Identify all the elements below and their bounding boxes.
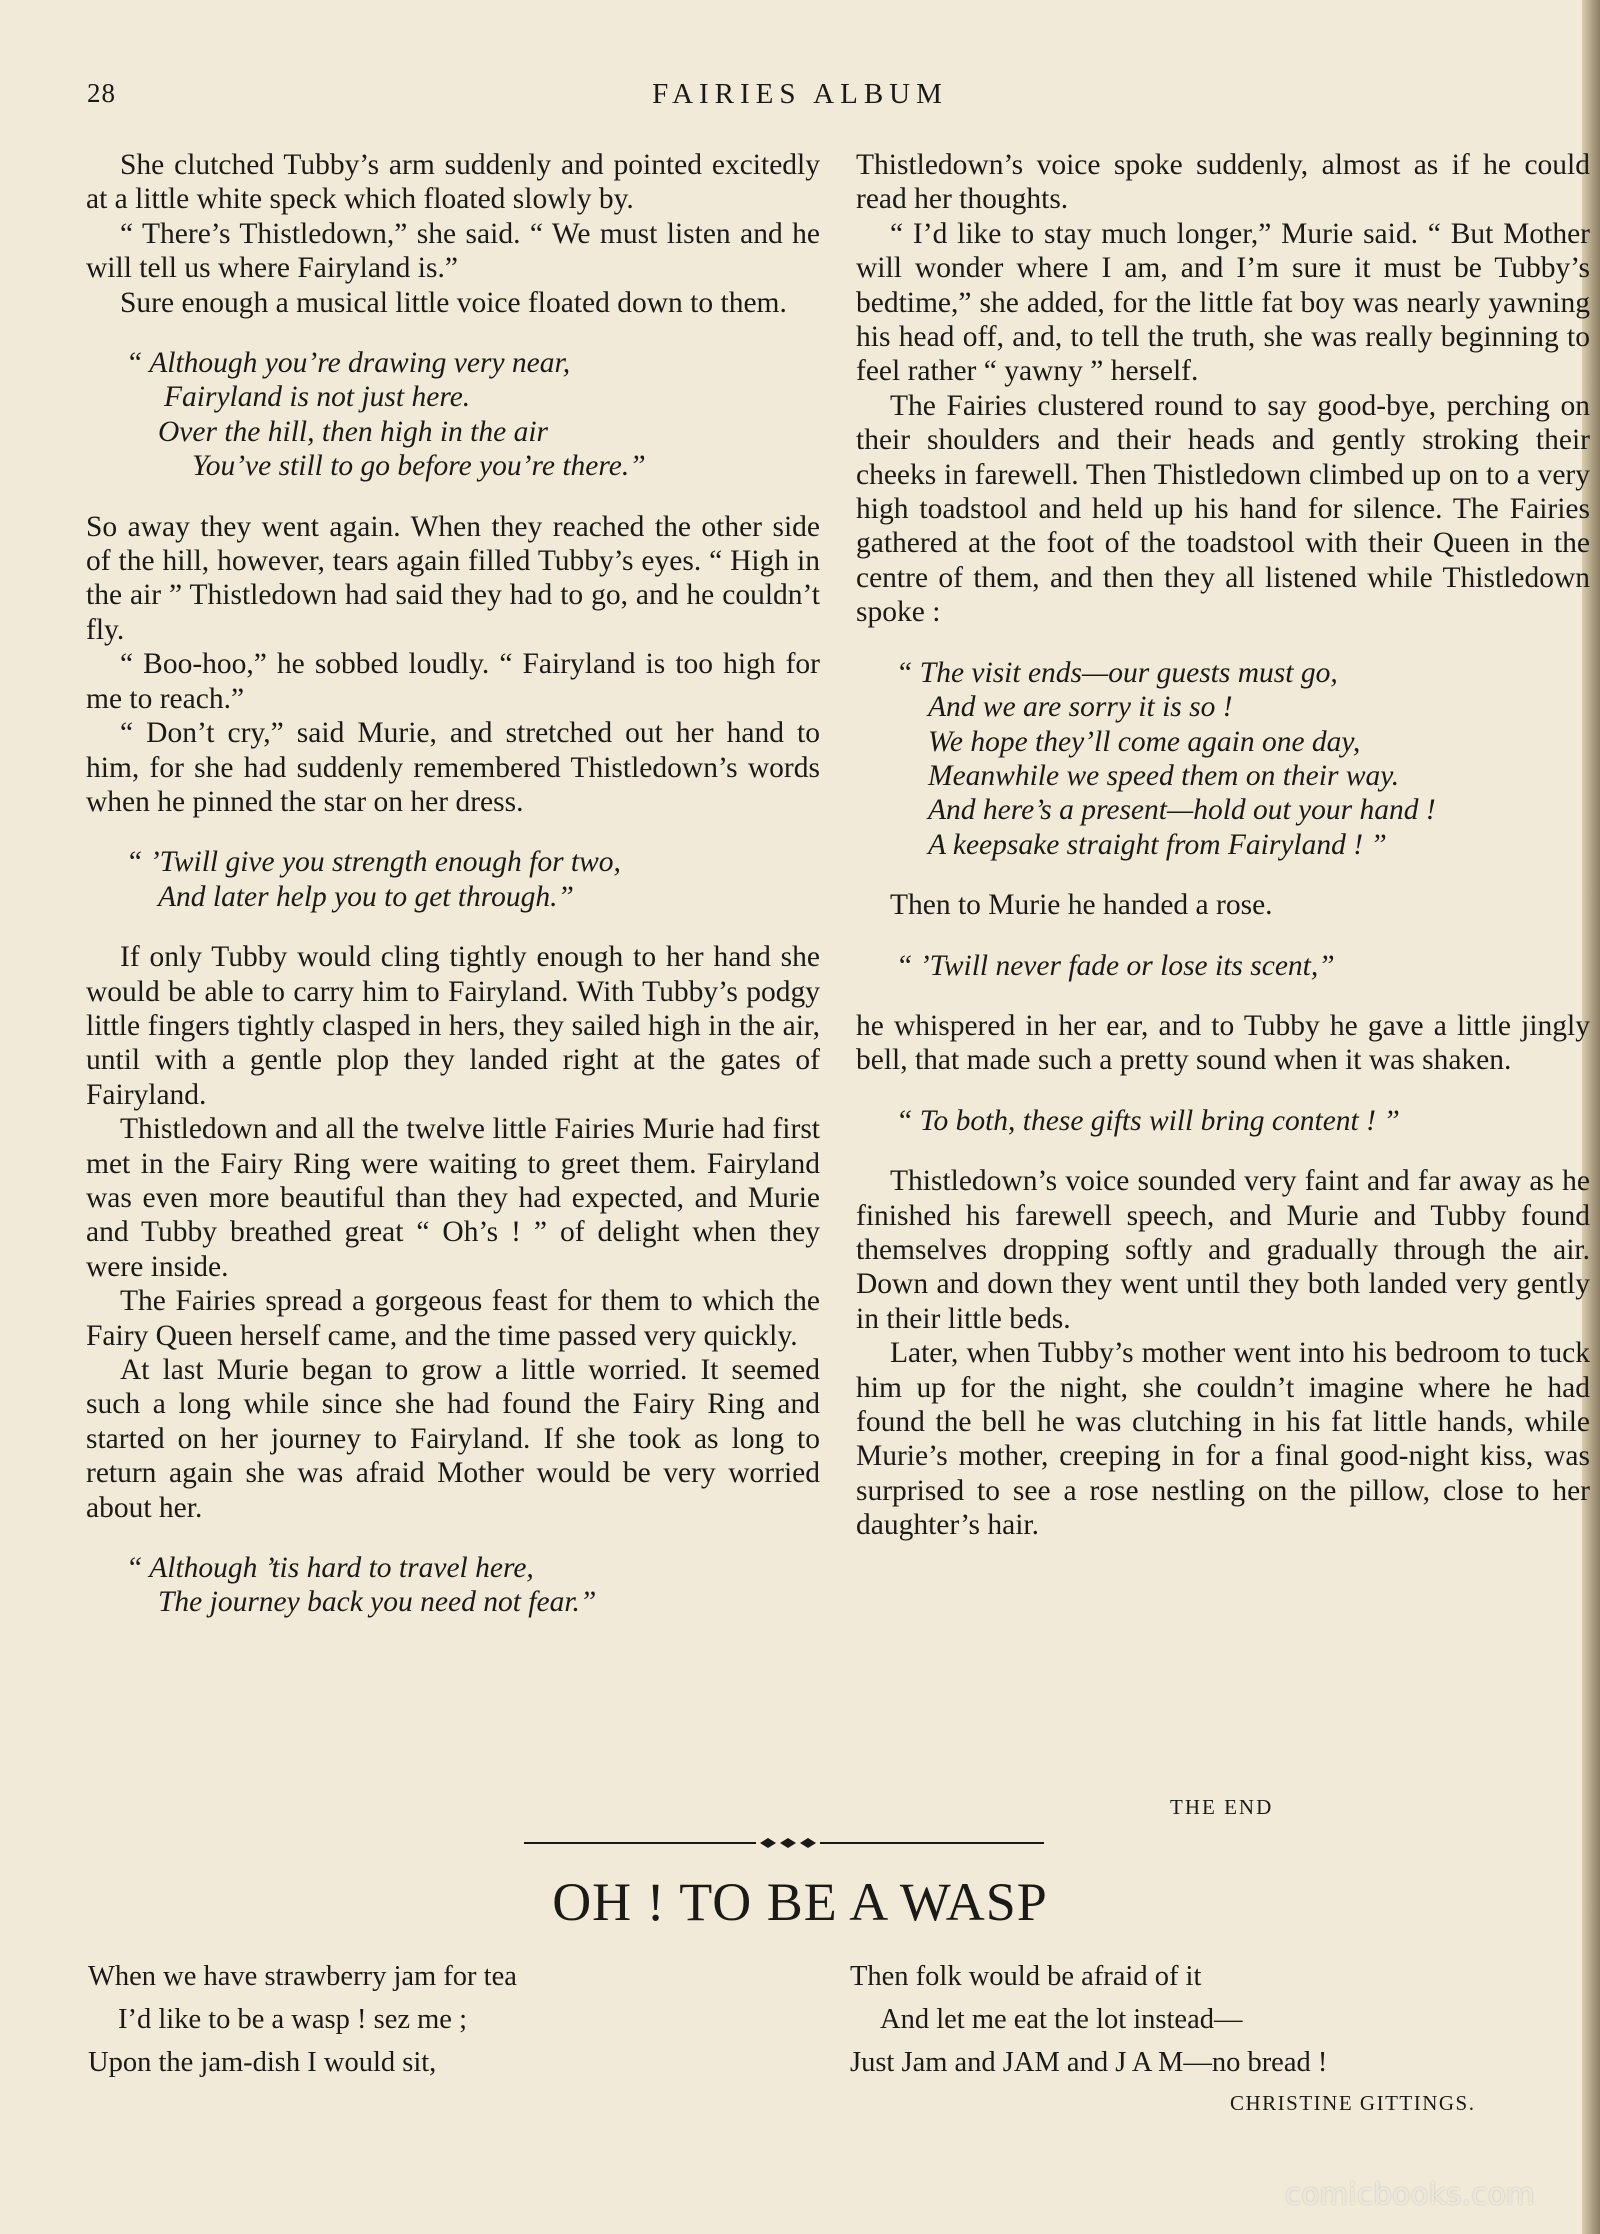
verse-line: Fairyland is not just here. bbox=[164, 381, 471, 414]
poem-line: Then folk would be afraid of it bbox=[850, 1961, 1202, 1992]
poem-author: CHRISTINE GITTINGS. bbox=[1230, 2091, 1476, 2115]
poem-line: Just Jam and JAM and J A M—no bread ! bbox=[850, 2047, 1328, 2078]
ornamental-divider bbox=[524, 1836, 1044, 1850]
paragraph: Later, when Tubby’s mother went into his bedroom to tuck him up for the night, she couldn’t imagine where he had found the bell he was clutching in his fat little hands, while Murie’s mother, creeping in for a final good-night kiss, was surprised to see a rose nestling on the pillow, close to her daughter’s hair. bbox=[856, 1337, 1590, 1542]
left-column bbox=[86, 148, 820, 1646]
verse bbox=[896, 656, 1590, 862]
paragraph: Thistledown and all the twelve little Fairies Murie had first met in the Fairy Ring were waiting to greet them. Fairyland was even more beautiful than they had expected, and Murie and Tubby breathed great “ Oh’s ! ” of delight when they were inside. bbox=[86, 1113, 820, 1283]
poem-line: Upon the jam-dish I would sit, bbox=[88, 2047, 437, 2078]
paragraph: Thistledown’s voice sounded very faint and far away as he finished his farewell speech, and Murie and Tubby found themselves dropping softly and gradually through the air. Down and down they went until they both landed very gently in their little beds. bbox=[856, 1165, 1590, 1335]
verse-line: “ Although ’tis hard to travel here, bbox=[126, 1552, 534, 1585]
poem-right-stanza bbox=[850, 1955, 1327, 2084]
verse-line: And later help you to get through.” bbox=[158, 880, 574, 913]
paragraph: “ I’d like to stay much longer,” Murie said. “ But Mother will wonder where I am, and I’m sure it must be Tubby’s bedtime,” she added, for the little fat boy was nearly yawning his head off, and, to tell the truth, she was really beginning to feel rather “ yawny ” herself. bbox=[856, 217, 1590, 388]
paragraph: She clutched Tubby’s arm suddenly and pointed excitedly at a little white speck which floated slowly by. bbox=[86, 149, 820, 216]
verse-line: “ To both, these gifts will bring content ! ” bbox=[896, 1104, 1400, 1137]
verse bbox=[126, 1551, 820, 1620]
paragraph: Then to Murie he handed a rose. bbox=[890, 889, 1273, 922]
verse-line: The journey back you need not fear.” bbox=[158, 1586, 597, 1619]
verse-line: “ ’Twill never fade or lose its scent,” bbox=[896, 949, 1335, 982]
poem-line: And let me eat the lot instead— bbox=[880, 2004, 1243, 2035]
right-column bbox=[856, 148, 1590, 1543]
verse-line: Over the hill, then high in the air bbox=[158, 415, 548, 448]
verse-line: Meanwhile we speed them on their way. bbox=[928, 759, 1400, 792]
verse-line: A keepsake straight from Fairyland ! ” bbox=[928, 828, 1387, 861]
verse-line: We hope they’ll come again one day, bbox=[928, 725, 1361, 758]
paragraph: The Fairies spread a gorgeous feast for them to which the Fairy Queen herself came, and the time passed very quickly. bbox=[86, 1285, 820, 1352]
verse-line: “ The visit ends—our guests must go, bbox=[896, 656, 1338, 689]
page-number: 28 bbox=[87, 78, 116, 108]
running-title: FAIRIES ALBUM bbox=[652, 78, 948, 110]
paragraph: Thistledown’s voice spoke suddenly, almost as if he could read her thoughts. bbox=[856, 149, 1590, 216]
the-end-mark: THE END bbox=[1170, 1795, 1274, 1819]
poem-line: When we have strawberry jam for tea bbox=[88, 1961, 517, 1992]
verse bbox=[126, 845, 820, 914]
paragraph: At last Murie began to grow a little worried. It seemed such a long while since she had found the Fairy Ring and started on her journey to Fairyland. If she took as long to return again she was afraid Mother would be very worried about her. bbox=[86, 1354, 820, 1524]
paragraph: If only Tubby would cling tightly enough to her hand she would be able to carry him to Fairyland. With Tubby’s podgy little fingers tightly clasped in hers, they sailed high in the air, until with a gentle plop they landed right at the gates of Fairyland. bbox=[86, 941, 820, 1111]
verse-line: And here’s a present—hold out your hand ! bbox=[928, 794, 1436, 827]
verse-line: “ Although you’re drawing very near, bbox=[126, 347, 571, 380]
watermark: comicbooks.com bbox=[1285, 2177, 1535, 2211]
poem-title: OH ! TO BE A WASP bbox=[552, 1872, 1048, 1932]
verse bbox=[126, 346, 820, 484]
verse-line: And we are sorry it is so ! bbox=[928, 691, 1233, 724]
verse-line: You’ve still to go before you’re there.” bbox=[192, 450, 646, 483]
verse-line: “ ’Twill give you strength enough for two, bbox=[126, 846, 621, 879]
paragraph: “ Boo-hoo,” he sobbed loudly. “ Fairyland is too high for me to reach.” bbox=[86, 648, 820, 715]
paragraph: So away they went again. When they reached the other side of the hill, however, tears again filled Tubby’s eyes. “ High in the air ” Thistledown had said they had to go, and he couldn’t fly. bbox=[86, 510, 820, 646]
poem-left-stanza bbox=[88, 1955, 517, 2084]
paragraph: “ There’s Thistledown,” she said. “ We must listen and he will tell us where Fairyland is.” bbox=[86, 217, 820, 285]
paragraph: The Fairies clustered round to say good-bye, perching on their shoulders and their heads and gently stroking their cheeks in farewell. Then Thistledown climbed up on to a very high toadstool and held up his hand for silence. The Fairies gathered at the foot of the toadstool with their Queen in the centre of them, and then they all listened while Thistledown spoke : bbox=[856, 389, 1590, 629]
poem-line: I’d like to be a wasp ! sez me ; bbox=[118, 2004, 467, 2035]
paragraph: “ Don’t cry,” said Murie, and stretched out her hand to him, for she had suddenly remembered Thistledown’s words when he pinned the star on her dress. bbox=[86, 717, 820, 818]
paragraph: Sure enough a musical little voice floated down to them. bbox=[120, 286, 787, 319]
verse bbox=[896, 949, 1590, 983]
verse bbox=[896, 1104, 1590, 1138]
paragraph: he whispered in her ear, and to Tubby he gave a little jingly bell, that made such a pretty sound when it was shaken. bbox=[856, 1009, 1590, 1077]
